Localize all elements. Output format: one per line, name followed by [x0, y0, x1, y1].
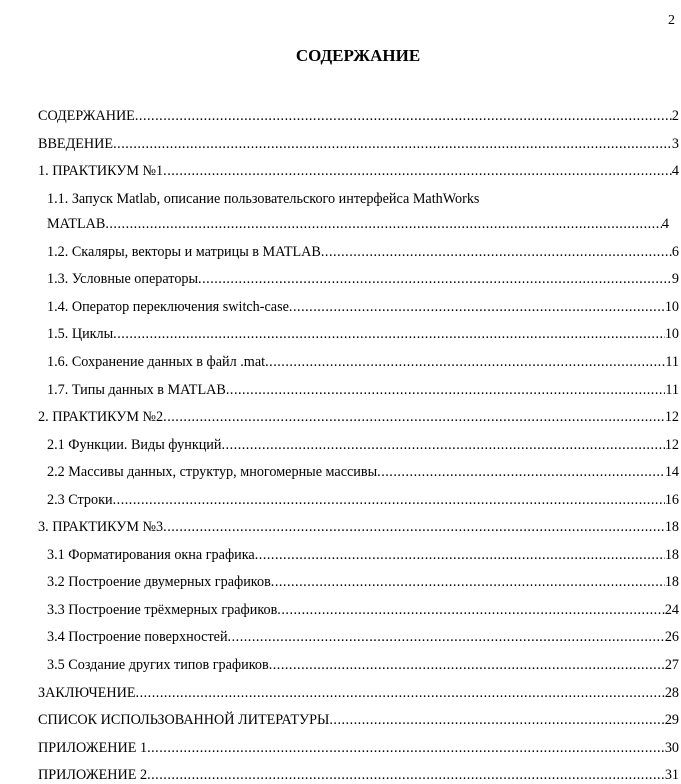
- toc-entry[interactable]: [38, 135, 679, 153]
- toc-entry[interactable]: [38, 684, 679, 702]
- toc-entry-title: СОДЕРЖАНИЕ: [38, 108, 135, 124]
- toc-entry-page: 11: [665, 353, 679, 370]
- toc-entry-title: 2.3 Строки: [47, 491, 113, 508]
- dot-leader: [377, 463, 665, 481]
- toc-entry[interactable]: [47, 546, 679, 564]
- toc-entry-page: 12: [664, 409, 679, 426]
- toc-entry-title: 1.5. Циклы: [47, 326, 114, 343]
- toc-entry-title: 2. ПРАКТИКУМ №2: [38, 409, 164, 426]
- toc-entry[interactable]: [47, 353, 679, 371]
- toc-entry-page: 26: [664, 629, 679, 646]
- page-title: СОДЕРЖАНИЕ: [295, 46, 421, 65]
- toc-entry-page: 6: [671, 243, 679, 260]
- dot-leader: [105, 215, 662, 233]
- dot-leader: [163, 162, 672, 180]
- toc-entry-title: ЗАКЛЮЧЕНИЕ: [38, 684, 136, 701]
- dot-leader: [265, 353, 665, 371]
- dot-leader: [113, 491, 665, 509]
- toc-entry[interactable]: [47, 463, 679, 481]
- toc-entry-page: 24: [664, 601, 679, 618]
- toc-entry[interactable]: [47, 601, 679, 619]
- toc-entry-page: 28: [664, 684, 679, 701]
- dot-leader: [269, 656, 665, 674]
- toc-entry-title: 1.7. Типы данных в MATLAB: [47, 381, 226, 398]
- toc-entry[interactable]: [47, 298, 679, 316]
- toc-entry-page: 18: [664, 546, 679, 563]
- toc-entry-title: MATLAB: [47, 216, 106, 233]
- toc-entry[interactable]: [47, 656, 679, 674]
- dot-leader: [147, 739, 665, 757]
- toc-entry-page: 10: [664, 326, 679, 343]
- toc-entry-page: 31: [664, 767, 679, 784]
- toc-entry-page: 30: [664, 739, 679, 756]
- toc-entry-title: 2.1 Функции. Виды функций: [47, 436, 222, 453]
- toc-entry-title: 1. ПРАКТИКУМ №1: [38, 163, 164, 180]
- toc-entry-page: 27: [664, 657, 679, 673]
- toc-entry-title: 3.1 Форматирования окна графика: [47, 546, 255, 563]
- toc-entry-page: 3: [671, 135, 679, 152]
- dot-leader: [198, 270, 672, 288]
- dot-leader: [289, 298, 665, 316]
- toc-entry-page: 4: [671, 163, 679, 180]
- toc-entry-title: ПРИЛОЖЕНИЕ 1: [38, 739, 148, 756]
- toc-entry-page: 18: [664, 519, 679, 536]
- page-number: 2: [668, 13, 675, 28]
- toc-entry[interactable]: [47, 270, 679, 288]
- dot-leader: [226, 381, 665, 399]
- toc-entry[interactable]: [38, 739, 679, 757]
- toc-entry-page: 10: [664, 298, 679, 315]
- toc-entry-page: 29: [664, 712, 679, 729]
- toc-entry-title: 3. ПРАКТИКУМ №3: [38, 519, 164, 536]
- toc-entry[interactable]: [47, 491, 679, 509]
- toc-entry-page: 12: [664, 436, 679, 453]
- dot-leader: [163, 518, 665, 536]
- toc-entry-title: 3.2 Построение двумерных графиков: [47, 574, 271, 591]
- dot-leader: [147, 766, 665, 784]
- toc-entry-title: 3.3 Построение трёхмерных графиков: [47, 601, 278, 618]
- toc-entry[interactable]: [38, 711, 679, 729]
- toc-entry-title: 2.2 Массивы данных, структур, многомерные массивы: [47, 464, 378, 481]
- toc-entry-title: 1.4. Оператор переключения switch-case: [47, 298, 289, 315]
- toc-entry[interactable]: [47, 628, 679, 646]
- toc-entry-title: 1.6. Сохранение данных в файл .mat: [47, 353, 266, 370]
- toc-entry-title: ВВЕДЕНИЕ: [38, 135, 114, 152]
- dot-leader: [321, 243, 672, 261]
- dot-leader: [163, 408, 665, 426]
- dot-leader: [271, 573, 665, 591]
- toc-entry-page: 11: [665, 381, 679, 398]
- toc-entry-title: 1.2. Скаляры, векторы и матрицы в MATLAB: [47, 243, 321, 260]
- dot-leader: [329, 711, 664, 729]
- toc-entry[interactable]: [47, 325, 679, 343]
- dot-leader: [228, 628, 665, 646]
- toc-entry-title: 3.5 Создание других типов графиков: [47, 657, 269, 673]
- toc-entry[interactable]: [38, 408, 679, 426]
- toc-entry[interactable]: [47, 381, 679, 399]
- dot-leader: [135, 107, 672, 125]
- toc-entry[interactable]: [47, 190, 679, 208]
- toc-entry-page: 9: [671, 271, 679, 288]
- toc-entry[interactable]: [47, 243, 679, 261]
- toc-entry-page: 18: [664, 574, 679, 591]
- toc-entry-title: 1.1. Запуск Matlab, описание пользовательского интерфейса MathWorks: [47, 190, 480, 207]
- toc-entry-title: 1.3. Условные операторы: [47, 271, 199, 288]
- toc-entry[interactable]: [47, 436, 679, 454]
- toc-entry[interactable]: [47, 215, 669, 233]
- toc-entry[interactable]: [38, 518, 679, 536]
- toc-entry-page: 14: [664, 464, 679, 481]
- toc-entry[interactable]: [47, 573, 679, 591]
- toc-entry-page: 2: [671, 108, 679, 124]
- dot-leader: [277, 601, 665, 619]
- dot-leader: [136, 684, 665, 702]
- toc-entry-title: 3.4 Построение поверхностей: [47, 629, 228, 646]
- toc-entry-page: 4: [661, 216, 669, 233]
- toc-entry-page: 16: [664, 491, 679, 508]
- toc-entry[interactable]: [38, 107, 679, 125]
- dot-leader: [113, 325, 665, 343]
- toc-entry[interactable]: [38, 162, 679, 180]
- dot-leader: [113, 135, 672, 153]
- toc-entry[interactable]: [38, 766, 679, 784]
- dot-leader: [255, 546, 665, 564]
- toc-entry-title: ПРИЛОЖЕНИЕ 2: [38, 767, 148, 784]
- dot-leader: [222, 436, 665, 454]
- toc-entry-title: СПИСОК ИСПОЛЬЗОВАННОЙ ЛИТЕРАТУРЫ: [38, 712, 330, 729]
